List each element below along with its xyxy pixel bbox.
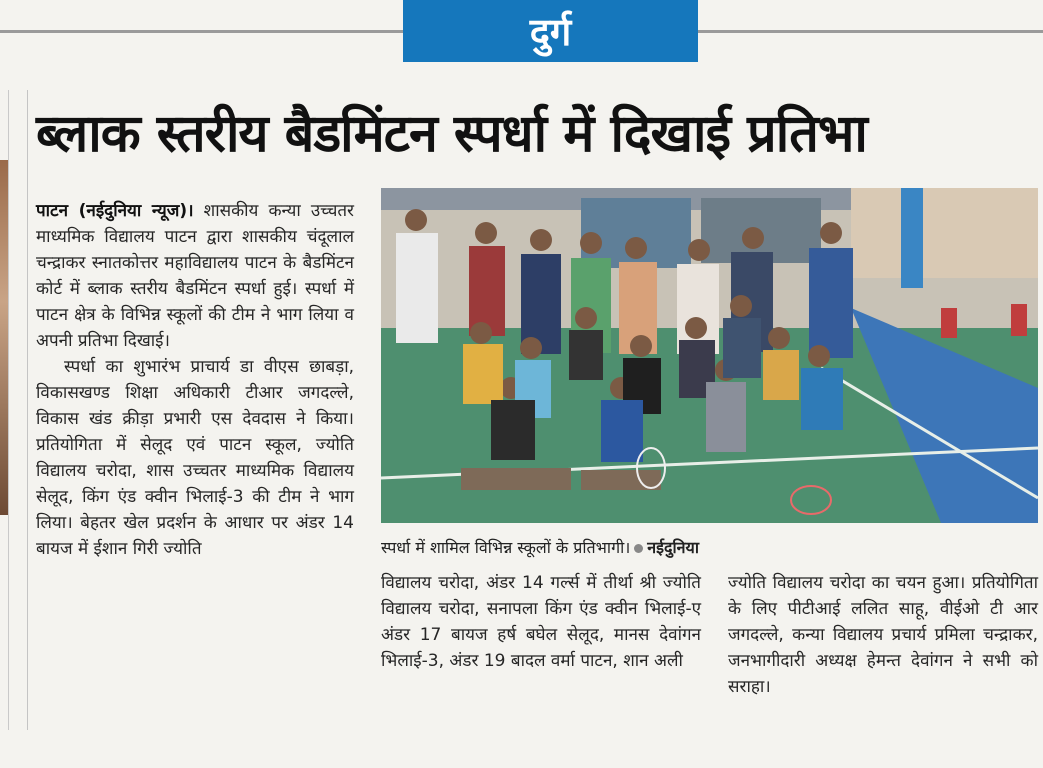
article-column-2 (381, 570, 701, 674)
team-photo (381, 188, 1038, 523)
article-headline: ब्लाक स्तरीय बैडमिंटन स्पर्धा में दिखाई प्रतिभा (36, 104, 867, 164)
section-tag: दुर्ग (403, 0, 698, 62)
article-column-1 (36, 198, 354, 562)
dateline: पाटन (नईदुनिया न्यूज)। (36, 201, 194, 221)
top-rule-right (698, 30, 1043, 33)
team-photo-illustration (381, 188, 1038, 523)
article-paragraph-1 (36, 198, 354, 354)
adjacent-photo-edge (0, 160, 8, 515)
article-column-3-text: ज्योति विद्यालय चरोदा का चयन हुआ। प्रतियोगिता के लिए पीटीआई ललित साहू, वीईओ टी आर जगदल्ले, कन्या विद्यालय प्रचार्य प्रमिला चन्द्राकर, जनभागीदारी अध्यक्ष हेमन्त देवांगन ने सभी को सराहा। (728, 573, 1038, 697)
paragraph-1-text: शासकीय कन्या उच्चतर माध्यमिक विद्यालय पाटन द्वारा शासकीय चंदूलाल चन्द्राकर स्नातकोत्तर महाविद्यालय पाटन के बैडमिंटन कोर्ट में ब्लाक स्तरीय बैडमिंटन स्पर्धा हुई। स्पर्धा में पाटन क्षेत्र के विभिन्न स्कूलों की टीम ने भाग लिया व अपनी प्रतिभा दिखाई। (36, 201, 355, 351)
top-rule-left (0, 30, 403, 33)
photo-caption (381, 536, 1038, 558)
caption-text: स्पर्धा में शामिल विभिन्न स्कूलों के प्रतिभागी। (381, 538, 631, 557)
photo-credit: नईदुनिया (647, 538, 699, 557)
adjacent-article-strip (0, 90, 9, 730)
bullet-dot-icon (634, 544, 643, 553)
article-column-3 (728, 570, 1038, 700)
article-column-2-text: विद्यालय चरोदा, अंडर 14 गर्ल्स में तीर्था श्री ज्योति विद्यालय चरोदा, सनापला किंग एंड क्वीन भिलाई-ए अंडर 17 बायज हर्ष बघेल सेलूद, मानस देवांगन भिलाई-3, अंडर 19 बादल वर्मा पाटन, शान अली (381, 573, 701, 671)
column-divider (27, 90, 28, 730)
next-article-headline-cut (36, 738, 1036, 768)
article-paragraph-2: स्पर्धा का शुभारंभ प्राचार्य डा वीएस छाबड़ा, विकासखण्ड शिक्षा अधिकारी टीआर जगदल्ले, विकास खंड क्रीड़ा प्रभारी एस देवदास ने किया। प्रतियोगिता में सेलूद एवं पाटन स्कूल, ज्योति विद्यालय चरोदा, शास उच्चतर माध्यमिक विद्यालय सेलूद, किंग एंड क्वीन भिलाई-3 की टीम ने भाग लिया। बेहतर खेल प्रदर्शन के आधार पर अंडर 14 बायज में ईशान गिरी ज्योति (36, 357, 354, 559)
